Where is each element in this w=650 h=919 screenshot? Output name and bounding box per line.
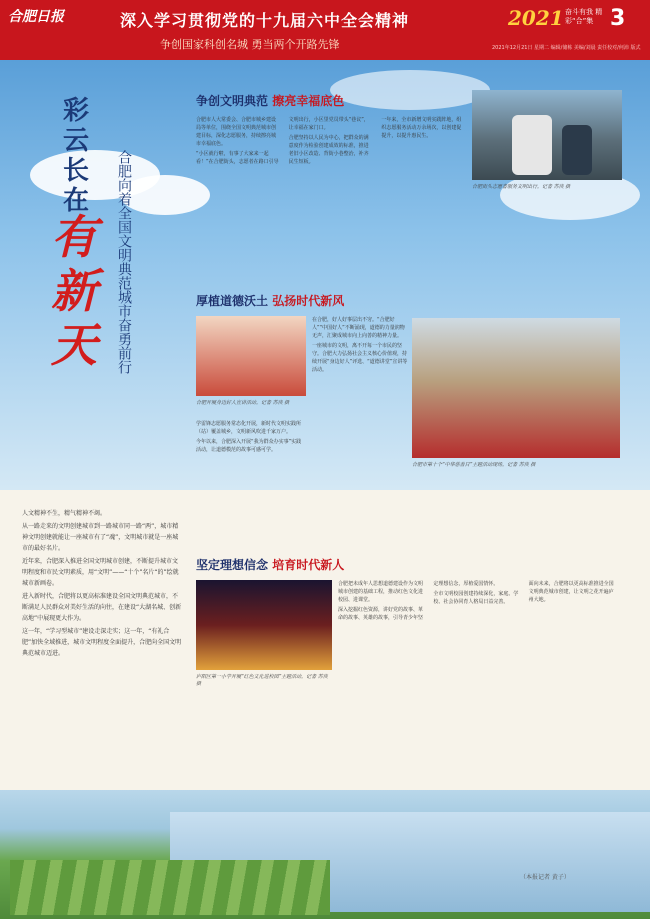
author-credit: （本报记者 黄子） — [520, 874, 570, 881]
brand-year: 2021 — [508, 6, 564, 30]
intro-text — [22, 508, 182, 661]
body-paragraph: 合肥把未成年人思想道德建设作为文明城市创建的基础工程，推动红色文化进校园、进课堂。 — [338, 581, 424, 603]
intro-paragraph: 从一路走来的文明创建城市到一路城市同一路“两”，城市精神文明创建就能让一座城市有了“魂”，文明城市就是一座城市的最好名片。 — [22, 523, 179, 552]
photo-caption: 庐阳区第一小学开展“红色文化进校园”主题活动。记者 苏侠 摄 — [196, 674, 328, 687]
farm-fields — [10, 860, 330, 915]
body-paragraph: 在合肥，好人好事层出不穷。“合肥好人”“中国好人”不断涌现，道德的力量润物无声，汇聚成城市向上向善的精神力量。 — [312, 317, 405, 339]
volunteer-photo — [472, 90, 622, 180]
page-headline: 深入学习贯彻党的十九届六中全会精神 — [120, 11, 410, 30]
section-body — [338, 580, 616, 770]
intro-paragraph: 人文精神不生，精气精神不竭。 — [22, 510, 107, 517]
newspaper-logo: 合肥日报 — [8, 9, 64, 25]
section-title-main: 坚定理想信念 — [196, 558, 269, 572]
section-body — [196, 420, 306, 530]
section-title — [196, 292, 344, 309]
section-title-main: 争创文明典范 — [196, 94, 269, 108]
section-title-accent: 弘扬时代新风 — [272, 294, 345, 308]
intro-paragraph: 这一年，“学习型城市”建设走深走实；这一年，“有礼合肥”加快全域推进，城市文明程度全面提升，合肥向全国文明典范城市迈进。 — [22, 628, 182, 657]
section-title — [196, 556, 344, 573]
intro-paragraph: 近年来，合肥深入推进全国文明城市创建，不断提升城市文明程度和市民文明素质，用“文明”——“十个”名片“的”绘就城市新画卷。 — [22, 558, 179, 587]
body-paragraph: “小区就行啦，有事了大家来一起看！”在合肥街头，志愿者在路口引导文明出行，小区里党员带头“巷议”，让幸福在家门口。 — [196, 117, 369, 165]
intro-paragraph: 进入新时代，合肥将以更高标准建设全国文明典范城市，不断满足人民群众对美好生活的向往，在建设“大湖名城、创新高地”中展现更大作为。 — [22, 593, 182, 622]
photo-caption: 合肥市第十个“中华慈善日”主题活动现场。记者 苏侠 摄 — [412, 462, 536, 468]
feature-title-line2: 有新天 — [51, 210, 97, 372]
body-paragraph: 一座城市的文明，离不开每一个市民的坚守。合肥大力弘扬社会主义核心价值观，持续开展“身边好人”评选、“道德讲堂”宣讲等活动。 — [312, 343, 408, 373]
body-paragraph: 深入挖掘红色资源，讲好党的故事、革命的故事、英雄的故事，引导青少年坚定理想信念，厚植爱国情怀。 — [338, 581, 499, 621]
body-paragraph: 学雷锋志愿服务常态化开展，新时代文明实践所（站）覆盖城乡，文明新风吹进千家万户。 — [196, 421, 302, 435]
body-paragraph: 合肥坚持以人民为中心，把群众的满意度作为检验创建成效的标准，推进老旧小区改造、背街小巷整治，补齐民生短板。 — [288, 135, 369, 165]
section-body — [196, 116, 466, 266]
brand-slogan: 奋斗有我 精彩“合”集 — [565, 8, 603, 25]
section-title-accent: 培育时代新人 — [272, 558, 345, 572]
cloud-decoration — [330, 70, 490, 110]
section-title-main: 厚植道德沃土 — [196, 294, 269, 308]
section-body — [312, 316, 408, 526]
body-paragraph: 全市文明校园创建持续深化，家庭、学校、社会协同育人格局日益完善。 — [433, 591, 519, 605]
body-paragraph: 合肥市人大常委会、合肥市城乡建设局等单位，围绕全国文明典范城市创建目标，深化志愿服务，持续擦亮城市幸福底色。 — [196, 117, 277, 147]
photo-caption: 合肥街头志愿者服务文明出行。记者 苏侠 摄 — [472, 184, 571, 190]
feature-subtitle: 合肥向着全国文明典范城市奋勇前行 — [116, 150, 132, 374]
masthead — [0, 0, 650, 60]
dateline: 2021年12月21日 星期二 编辑/储栋 美编/刘晨 责任校对/何沛 版式 — [492, 45, 641, 51]
page-subheadline: 争创国家科创名城 勇当两个开路先锋 — [160, 38, 340, 51]
body-paragraph: 面向未来，合肥将以更高标准推进全国文明典范城市创建，让文明之花开遍庐州大地。 — [528, 581, 614, 603]
ceremony-photo — [196, 316, 306, 396]
red-culture-event-photo — [196, 580, 332, 670]
photo-caption: 合肥开展身边好人宣讲活动。记者 苏侠 摄 — [196, 400, 290, 406]
body-paragraph: 今年以来，合肥深入开展“我为群众办实事”实践活动，让道德模范的故事可感可学。 — [196, 439, 302, 453]
body-paragraph: 一年来，全市新增文明实践阵地，组织志愿服务活动万余场次，以创建促提升，以提升惠民生。 — [381, 117, 462, 139]
page-number: 3 — [610, 6, 626, 31]
section-title-accent: 擦亮幸福底色 — [272, 94, 345, 108]
feature-title-line1: 彩云长在 — [62, 96, 89, 216]
volunteers-group-photo — [412, 318, 620, 458]
section-title — [196, 92, 344, 109]
